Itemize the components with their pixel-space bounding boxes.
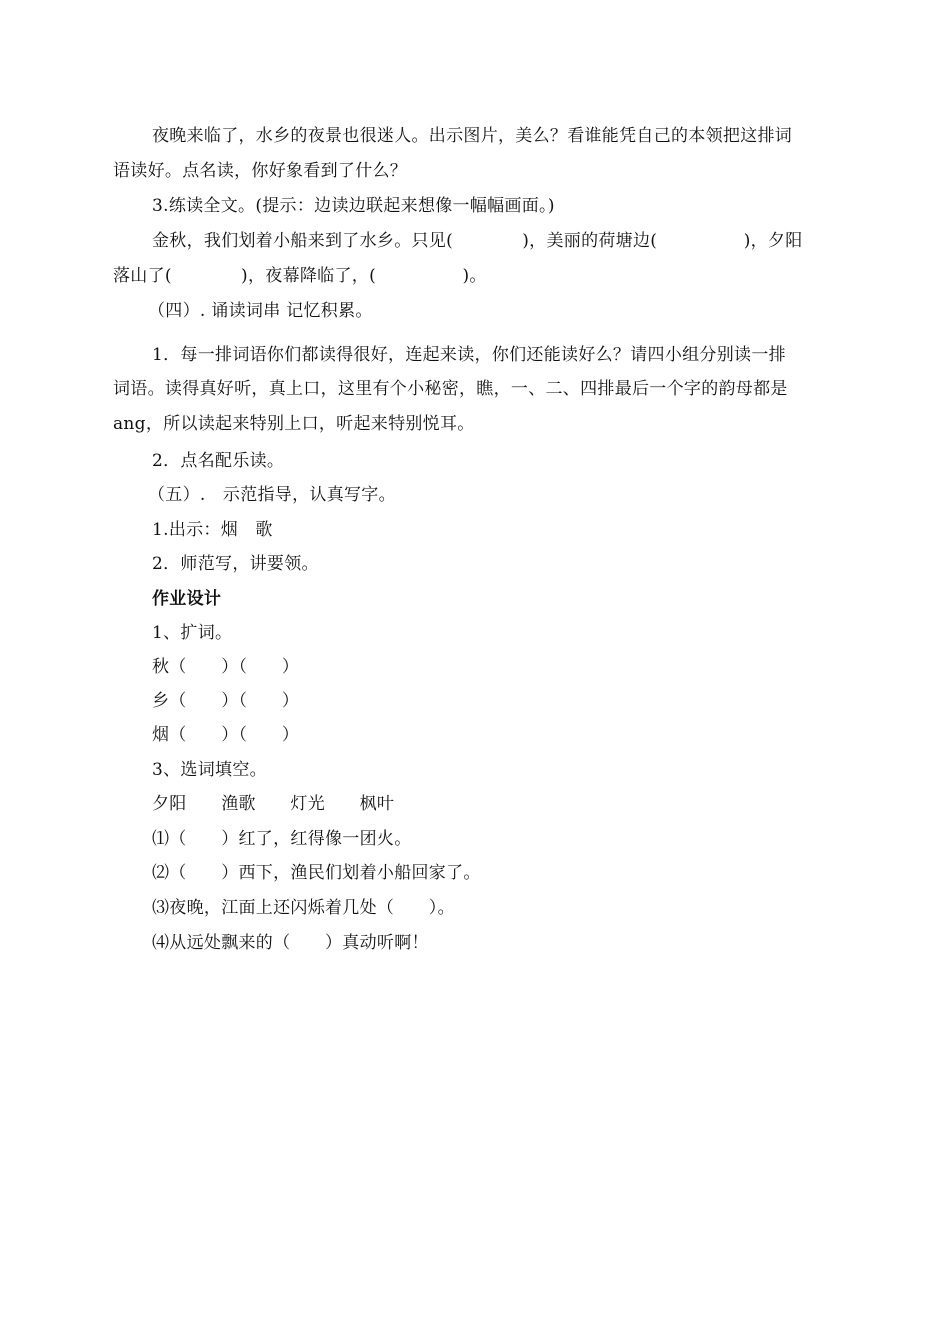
section-4-item-2: 2．点名配乐读。 xyxy=(152,451,285,471)
exercise-3-item-4: ⑷从远处飘来的（ ）真动听啊！ xyxy=(152,933,429,953)
section-4-item-1-line-3: ang，所以读起来特别上口，听起来特别悦耳。 xyxy=(113,414,475,434)
section-4-item-1-line-2: 词语。读得真好听，真上口，这里有个小秘密，瞧，一、二、四排最后一个字的韵母都是 xyxy=(113,379,788,399)
fill-in-paragraph-line-1: 金秋，我们划着小船来到了水乡。只见( )，美丽的荷塘边( )，夕阳 xyxy=(152,231,803,251)
exercise-3-item-2: ⑵（ ）西下，渔民们划着小船回家了。 xyxy=(152,863,481,883)
exercise-1-item-qiu: 秋（ ）（ ） xyxy=(152,657,300,677)
section-5-item-2: 2．师范写，讲要领。 xyxy=(152,554,319,574)
section-4-item-1-line-1: 1．每一排词语你们都读得很好，连起来读，你们还能读好么？请四小组分别读一排 xyxy=(152,345,786,365)
section-5-heading: （五）. 示范指导，认真写字。 xyxy=(148,485,396,505)
exercise-1-item-yan: 烟（ ）（ ） xyxy=(152,725,300,745)
exercise-3-item-1: ⑴（ ）红了，红得像一团火。 xyxy=(152,829,412,849)
fill-in-paragraph-line-2: 落山了( )，夜幕降临了，( )。 xyxy=(113,266,487,286)
section-4-heading: （四）. 诵读词串 记忆积累。 xyxy=(148,301,373,321)
step-3-practice-reading: 3.练读全文。(提示：边读边联起来想像一幅幅画面。) xyxy=(152,196,555,216)
section-5-item-1: 1.出示：烟 歌 xyxy=(152,520,273,540)
paragraph-night-scene-line-2: 语读好。点名读，你好象看到了什么？ xyxy=(113,161,408,181)
paragraph-night-scene-line-1: 夜晚来临了，水乡的夜景也很迷人。出示图片，美么？看谁能凭自己的本领把这排词 xyxy=(152,126,793,146)
exercise-3-item-3: ⑶夜晚，江面上还闪烁着几处（ ）。 xyxy=(152,898,455,918)
exercise-3-title: 3、选词填空。 xyxy=(152,760,267,780)
homework-design-heading: 作业设计 xyxy=(152,589,222,609)
exercise-1-title: 1、扩词。 xyxy=(152,623,233,643)
exercise-3-word-bank: 夕阳 渔歌 灯光 枫叶 xyxy=(152,794,395,814)
exercise-1-item-xiang: 乡（ ）（ ） xyxy=(152,691,300,711)
